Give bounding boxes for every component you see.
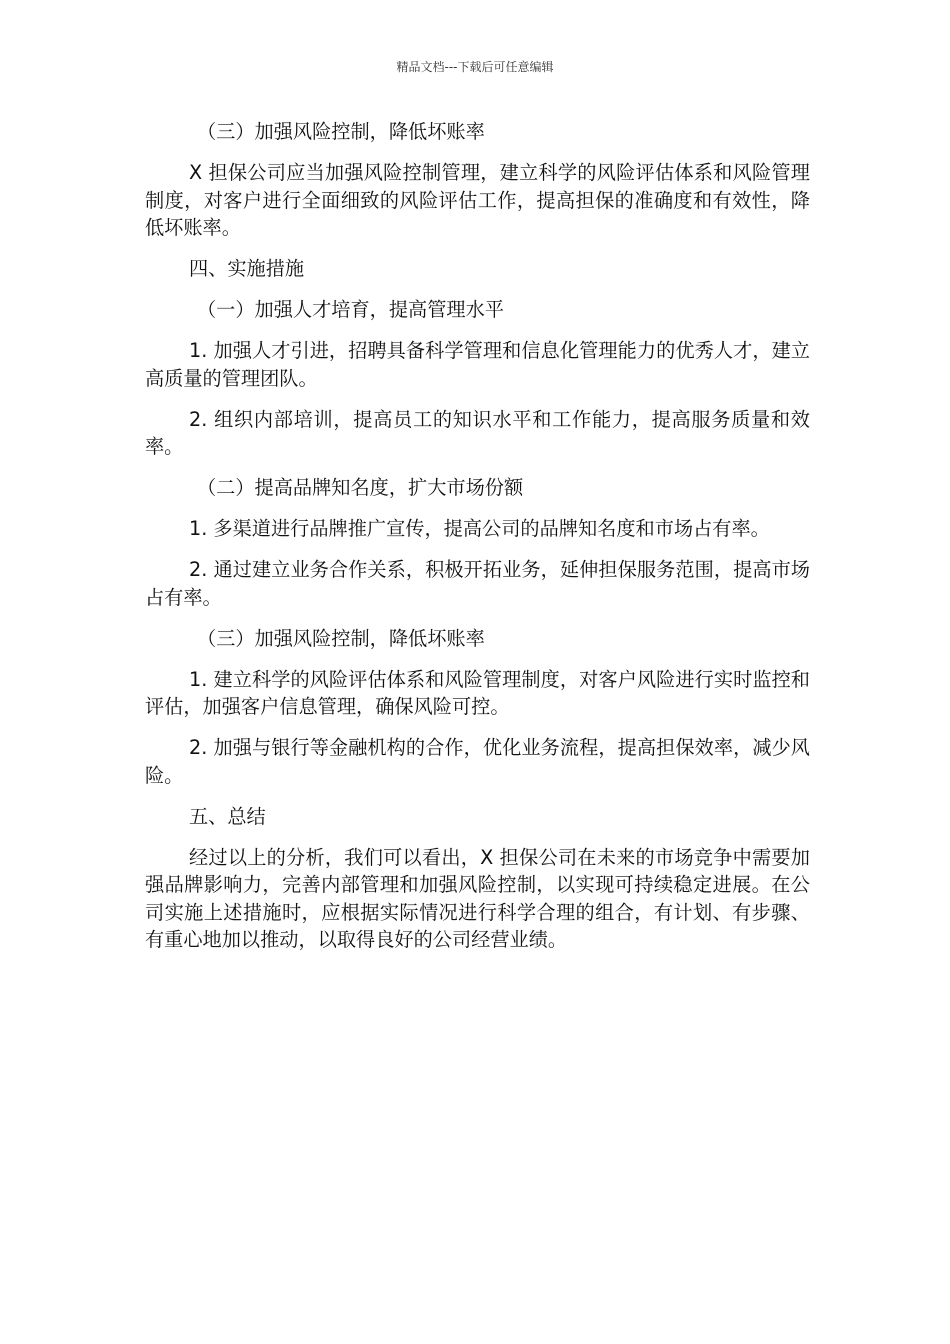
measure-2-item-2: 2. 通过建立业务合作关系，积极开拓业务，延伸担保服务范围，提高市场占有率。: [145, 558, 810, 609]
section-3-heading: （三）加强风险控制，降低坏账率: [197, 120, 485, 143]
section-5-heading: 五、总结: [189, 804, 266, 828]
measure-1-item-2: 2. 组织内部培训，提高员工的知识水平和工作能力，提高服务质量和效率。: [145, 407, 810, 458]
section-3-paragraph: X 担保公司应当加强风险控制管理，建立科学的风险评估体系和风险管理制度，对客户进行全面细致的风险评估工作，提高担保的准确度和有效性，降低坏账率。: [145, 161, 810, 239]
section-4-heading: 四、实施措施: [189, 257, 305, 280]
measure-2-heading: （二）提高品牌知名度，扩大市场份额: [197, 476, 524, 499]
summary-paragraph: 经过以上的分析，我们可以看出，X 担保公司在未来的市场竞争中需要加强品牌影响力，完善内部管理和加强风险控制，以实现可持续稳定进展。在公司实施上述措施时，应根据实际情况进行科学合理的组合，有计划、有步骤、有重心地加以推动，以取得良好的公司经营业绩。: [145, 845, 810, 951]
measure-3-item-2: 2. 加强与银行等金融机构的合作，优化业务流程，提高担保效率，减少风险。: [145, 736, 810, 787]
measure-1-item-1: 1. 加强人才引进，招聘具备科学管理和信息化管理能力的优秀人才，建立高质量的管理团队。: [145, 339, 810, 390]
measure-1-heading: （一）加强人才培育，提高管理水平: [197, 298, 504, 321]
document-body: [145, 118, 810, 967]
page-header: 精品文档---下载后可任意编辑: [396, 60, 554, 74]
measure-3-heading: （三）加强风险控制，降低坏账率: [197, 626, 485, 650]
measure-2-item-1: 1. 多渠道进行品牌推广宣传，提高公司的品牌知名度和市场占有率。: [189, 517, 770, 540]
measure-3-item-1: 1. 建立科学的风险评估体系和风险管理制度，对客户风险进行实时监控和评估，加强客户信息管理，确保风险可控。: [145, 667, 810, 718]
